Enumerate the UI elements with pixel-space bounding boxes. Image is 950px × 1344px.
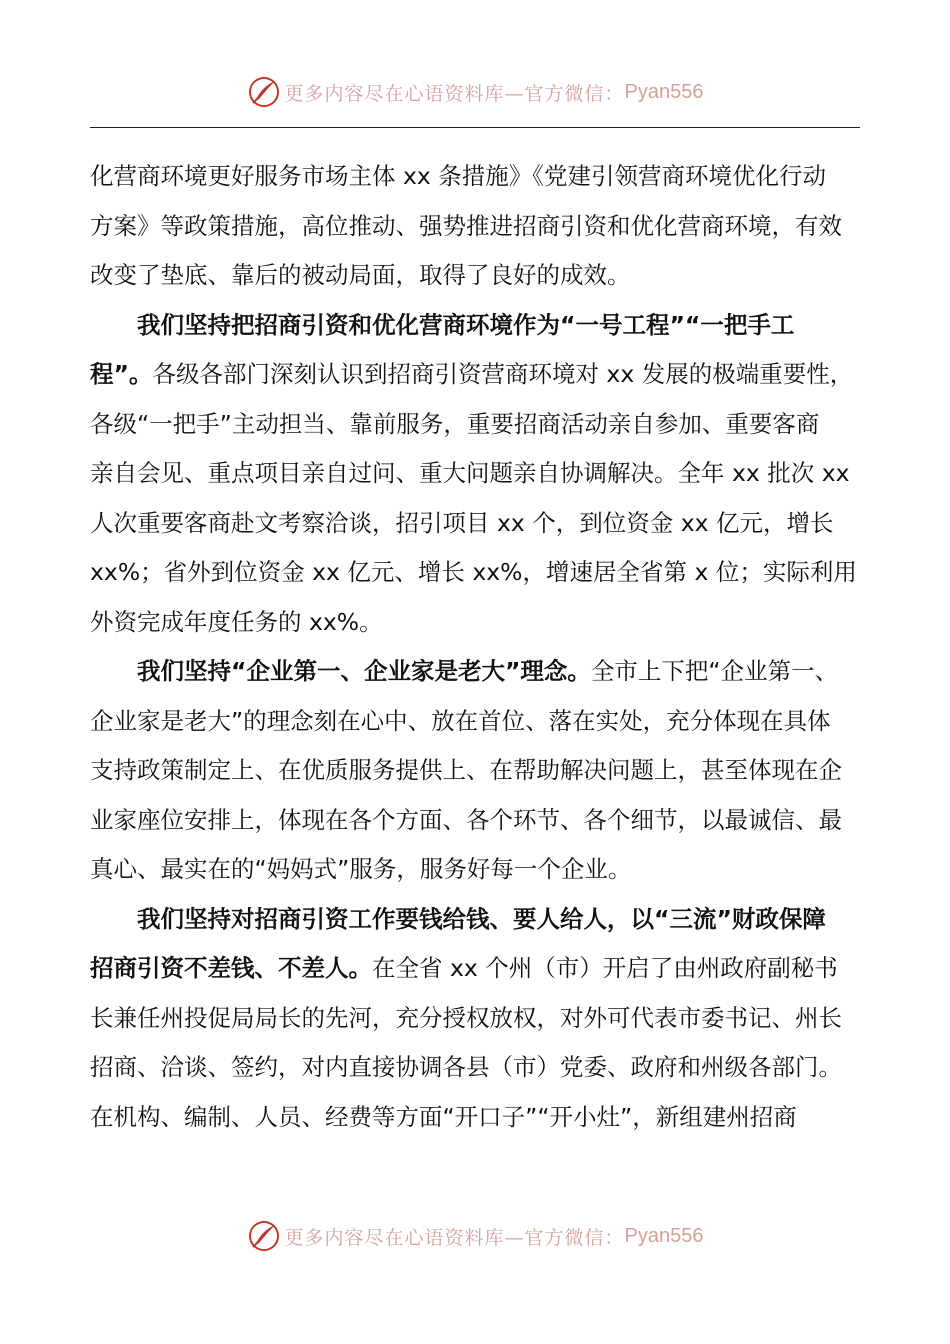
feather-pen-logo-icon (247, 1219, 281, 1253)
body-text: 各级各部门深刻认识到招商引资营商环境对 xx 发展的极端重要性， (152, 360, 854, 388)
body-text: 改变了垫底、靠后的被动局面，取得了良好的成效。 (90, 261, 631, 289)
header-divider (90, 127, 860, 128)
text-line (90, 301, 860, 351)
header-watermark (0, 72, 950, 112)
text-line (90, 202, 860, 252)
text-line (90, 548, 860, 598)
body-text: 招商、洽谈、签约，对内直接协调各县（市）党委、政府和州级各部门。 (90, 1053, 842, 1081)
body-text: 真心、最实在的“妈妈式”服务，服务好每一个企业。 (90, 855, 632, 883)
text-line (90, 350, 860, 400)
text-line (90, 400, 860, 450)
body-text: 各级“一把手”主动担当、靠前服务，重要招商活动亲自参加、重要客商 (90, 409, 820, 438)
bold-heading-text: 招商引资不差钱、不差人。 (90, 954, 372, 982)
text-line (90, 647, 860, 697)
body-text: 人次重要客商赴文考察洽谈，招引项目 xx 个，到位资金 xx 亿元，增长 (90, 508, 834, 537)
body-text: 亲自会见、重点项目亲自过问、重大问题亲自协调解决。全年 xx 批次 xx (90, 459, 850, 487)
body-text: 化营商环境更好服务市场主体 xx 条措施》《党建引领营商环境优化行动 (90, 162, 827, 190)
footer-watermark (0, 1216, 950, 1256)
text-line (90, 994, 860, 1044)
body-text: 在机构、编制、人员、经费等方面“开口子”“开小灶”，新组建州招商 (90, 1102, 797, 1131)
text-line (90, 1093, 860, 1143)
text-line (90, 449, 860, 499)
body-text: 业家座位安排上，体现在各个方面、各个环节、各个细节，以最诚信、最 (90, 805, 842, 834)
watermark-text: 更多内容尽在心语资料库—官方微信： (284, 82, 625, 105)
body-text: xx%；省外到位资金 xx 亿元、增长 xx%，增速居全省第 x 位；实际利用 (90, 558, 857, 586)
bold-heading-text: 我们坚持把招商引资和优化营商环境作为“一号工程”“一把手工 (137, 310, 795, 339)
watermark-text: 更多内容尽在心语资料库—官方微信： (284, 1226, 625, 1249)
text-line (90, 152, 860, 202)
text-line (90, 746, 860, 796)
body-text: 外资完成年度任务的 xx%。 (90, 607, 383, 636)
body-text: 企业家是老大”的理念刻在心中、放在首位、落在实处，充分体现在具体 (90, 706, 831, 735)
text-line (90, 796, 860, 846)
body-text: 支持政策制定上、在优质服务提供上、在帮助解决问题上，甚至体现在企 (90, 756, 842, 784)
feather-pen-logo-icon (247, 75, 281, 109)
document-body (90, 152, 860, 1142)
text-line (90, 499, 860, 549)
text-line (90, 251, 860, 301)
text-line (90, 697, 860, 747)
text-line (90, 944, 860, 994)
body-text: 全市上下把“企业第一、 (590, 657, 839, 685)
bold-heading-text: 我们坚持对招商引资工作要钱给钱、要人给人，以“三流”财政保障 (137, 904, 826, 933)
text-line (90, 1043, 860, 1093)
watermark-handle: Pyan556 (624, 80, 704, 103)
body-text: 方案》等政策措施，高位推动、强势推进招商引资和优化营商环境，有效 (90, 211, 842, 240)
body-text: 长兼任州投促局局长的先河，充分授权放权，对外可代表市委书记、州长 (90, 1003, 842, 1032)
text-line (90, 895, 860, 945)
body-text: 在全省 xx 个州（市）开启了由州政府副秘书 (372, 954, 838, 982)
bold-heading-text: 我们坚持“企业第一、企业家是老大”理念。 (137, 657, 591, 685)
text-line (90, 598, 860, 648)
bold-heading-text: 程”。 (90, 360, 153, 388)
watermark-handle: Pyan556 (624, 1224, 704, 1247)
text-line (90, 845, 860, 895)
